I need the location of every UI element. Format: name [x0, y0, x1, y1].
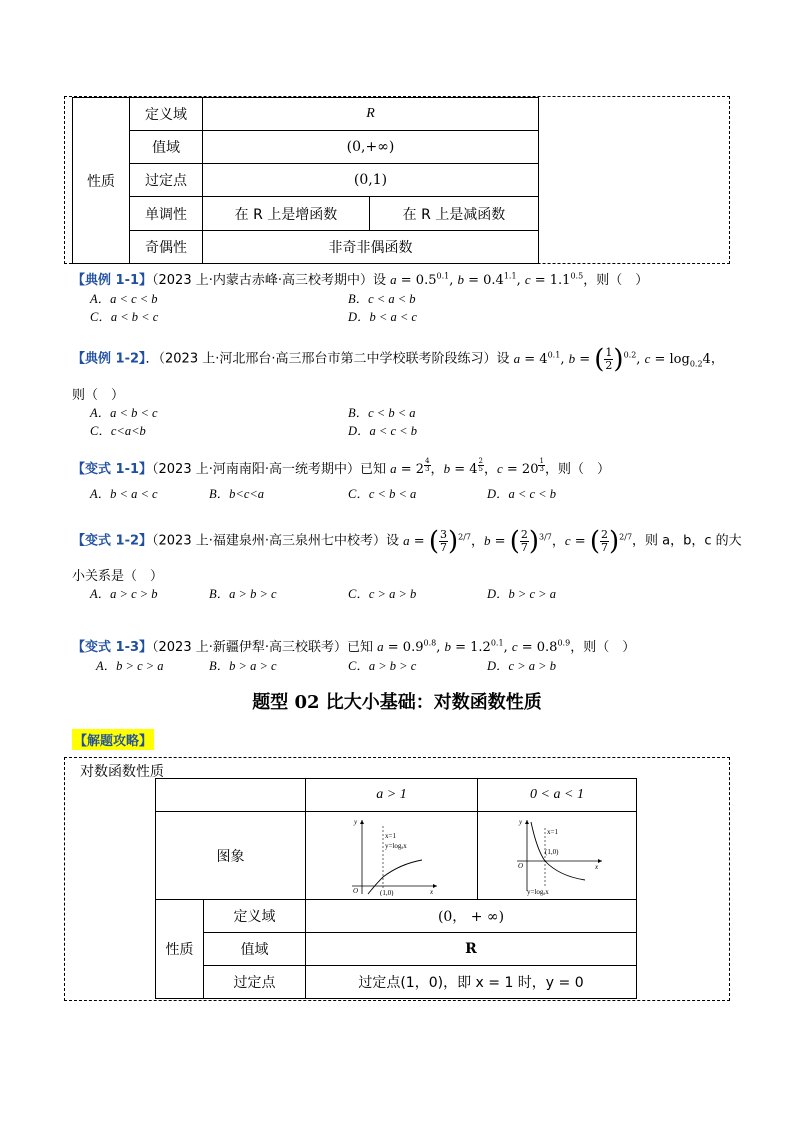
- problem-tail: ，则 a，b，c 的大: [632, 533, 742, 549]
- log-value-domain: (0， + ∞): [306, 900, 637, 933]
- option-c[interactable]: C．c<a<b: [90, 424, 146, 438]
- prop-range: 值域: [130, 131, 203, 164]
- line-label: x=1: [547, 827, 558, 836]
- log-prop-range: 值域: [204, 933, 306, 966]
- strategy-tag: 【解题攻略】: [72, 729, 154, 750]
- value-parity: 非奇非偶函数: [203, 231, 539, 264]
- problem-label: 【典例 1-2】: [72, 351, 146, 367]
- x-axis-label: x: [595, 862, 599, 871]
- graph-increasing: [306, 812, 478, 900]
- option-a[interactable]: A．a < b < c: [90, 406, 158, 420]
- problem-source: （2023 上·福建泉州·高三泉州七中校考）设: [152, 533, 399, 549]
- option-d[interactable]: D．a < c < b: [348, 424, 417, 438]
- option-c[interactable]: C．a > b > c: [348, 659, 417, 673]
- problem-source: （2023 上·新疆伊犁·高三校联考）已知: [152, 640, 373, 655]
- option-b[interactable]: B．a > b > c: [209, 587, 277, 601]
- prop-monotonic: 单调性: [130, 197, 203, 231]
- option-d[interactable]: D．a < c < b: [487, 487, 556, 501]
- problem-3: [72, 458, 610, 477]
- point-label: (1,0): [545, 847, 559, 856]
- value-increasing: 在 R 上是增函数: [203, 197, 370, 231]
- problem-label: 【典例 1-1】: [72, 273, 153, 288]
- problem-tail: ，: [710, 351, 724, 367]
- origin-label: O: [518, 861, 524, 870]
- problem-tail: ，则（ ）: [544, 462, 610, 477]
- formula: $a = 4^{0.1}$, b = ( $\frac{1}{2}$ )$^{0.2}$, $c = \log_{0.2}4$: [513, 344, 711, 374]
- value-fixed-point: (0,1): [203, 164, 539, 197]
- log-row-header: 性质: [156, 900, 204, 999]
- prop-parity: 奇偶性: [130, 231, 203, 264]
- y-axis-label: y: [519, 817, 523, 826]
- option-a[interactable]: A．b < a < c: [90, 487, 158, 501]
- col-a-gt-1: a > 1: [306, 779, 478, 812]
- problem-source: （2023 上·内蒙古赤峰·高三校考期中）设: [152, 273, 386, 288]
- log-graph-increasing: [342, 816, 442, 896]
- col-a-lt-1: 0 < a < 1: [478, 779, 637, 812]
- option-b[interactable]: B．b > a > c: [209, 659, 277, 673]
- formula: $a = 0.9^{0.8}$, $b = 1.2^{0.1}$, $c = 0.8^{0.9}$: [377, 638, 571, 655]
- option-d[interactable]: D．c > a > b: [487, 659, 556, 673]
- option-a[interactable]: A．b > c > a: [96, 659, 164, 673]
- empty-corner: [156, 779, 306, 812]
- problem-label: 【变式 1-2】: [72, 533, 153, 549]
- problem-2-cont: 则（ ）: [72, 388, 125, 403]
- problem-4-cont: 小关系是（ ）: [72, 569, 164, 584]
- log-property-table: [155, 778, 637, 999]
- option-c[interactable]: C．c > a > b: [348, 587, 417, 601]
- log-box-title: 对数函数性质: [80, 764, 164, 780]
- prop-fixed-point: 过定点: [130, 164, 203, 197]
- formula: a = ( $\frac{3}{7}$ )$^{2/7}$，b = ( $\frac{2}{7}$ )$^{3/7}$，c = ( $\frac{2}{7}$ )$^{2/7}$: [403, 526, 633, 556]
- formula: $a = 0.5^{0.1}$, $b = 0.4^{1.1}$, $c = 1.1^{0.5}$: [390, 271, 584, 288]
- option-b[interactable]: B．c < b < a: [348, 406, 416, 420]
- graph-decreasing: [478, 812, 637, 900]
- problem-label: 【变式 1-1】: [72, 462, 153, 477]
- curve-label: y=logₐx: [384, 841, 407, 850]
- graph-label: 图象: [156, 812, 306, 900]
- problem-2: [72, 346, 724, 372]
- problem-tail: ，则（ ）: [570, 640, 636, 655]
- problem-tail: ，则（ ）: [583, 273, 649, 288]
- option-c[interactable]: C．c < b < a: [348, 487, 417, 501]
- log-prop-domain: 定义域: [204, 900, 306, 933]
- row-header-properties: 性质: [73, 98, 130, 264]
- x-axis-label: x: [429, 887, 433, 896]
- prop-domain: 定义域: [130, 98, 203, 131]
- section-heading: 题型 02 比大小基础：对数函数性质: [252, 692, 542, 713]
- origin-label: O: [352, 886, 358, 895]
- problem-4: [72, 528, 742, 554]
- problem-5: [72, 636, 635, 655]
- value-range: (0,+∞): [203, 131, 539, 164]
- option-a[interactable]: A．a < c < b: [90, 292, 158, 306]
- log-value-range: R: [306, 933, 637, 966]
- option-b[interactable]: B．c < a < b: [348, 292, 416, 306]
- line-label: x=1: [384, 831, 396, 840]
- option-d[interactable]: D．b < a < c: [348, 310, 417, 324]
- formula: a = 2 $^{\frac{4}{3}}$ ，b = 4 $^{\frac{2}{5}}$ ，c = 20 $^{\frac{1}{3}}$: [390, 457, 544, 477]
- curve-label: y=logₐx: [527, 887, 549, 896]
- option-a[interactable]: A．a > c > b: [90, 587, 158, 601]
- y-axis-label: y: [353, 817, 357, 826]
- option-d[interactable]: D．b > c > a: [487, 587, 556, 601]
- option-c[interactable]: C．a < b < c: [90, 310, 159, 324]
- value-domain: R: [203, 98, 539, 131]
- log-value-fixed-point: 过定点(1，0)，即 x = 1 时，y = 0: [306, 966, 637, 999]
- problem-source: ．（2023 上·河北邢台·高三邢台市第二中学校联考阶段练习）设: [145, 351, 510, 367]
- problem-label: 【变式 1-3】: [72, 640, 153, 655]
- exp-property-table: [72, 97, 539, 264]
- problem-1: [72, 269, 648, 288]
- log-graph-decreasing: [507, 816, 607, 896]
- problem-source: （2023 上·河南南阳·高一统考期中）已知: [152, 462, 386, 477]
- option-b[interactable]: B．b<c<a: [209, 487, 265, 501]
- log-prop-fixed-point: 过定点: [204, 966, 306, 999]
- value-decreasing: 在 R 上是减函数: [370, 197, 539, 231]
- point-label: (1,0): [379, 888, 393, 896]
